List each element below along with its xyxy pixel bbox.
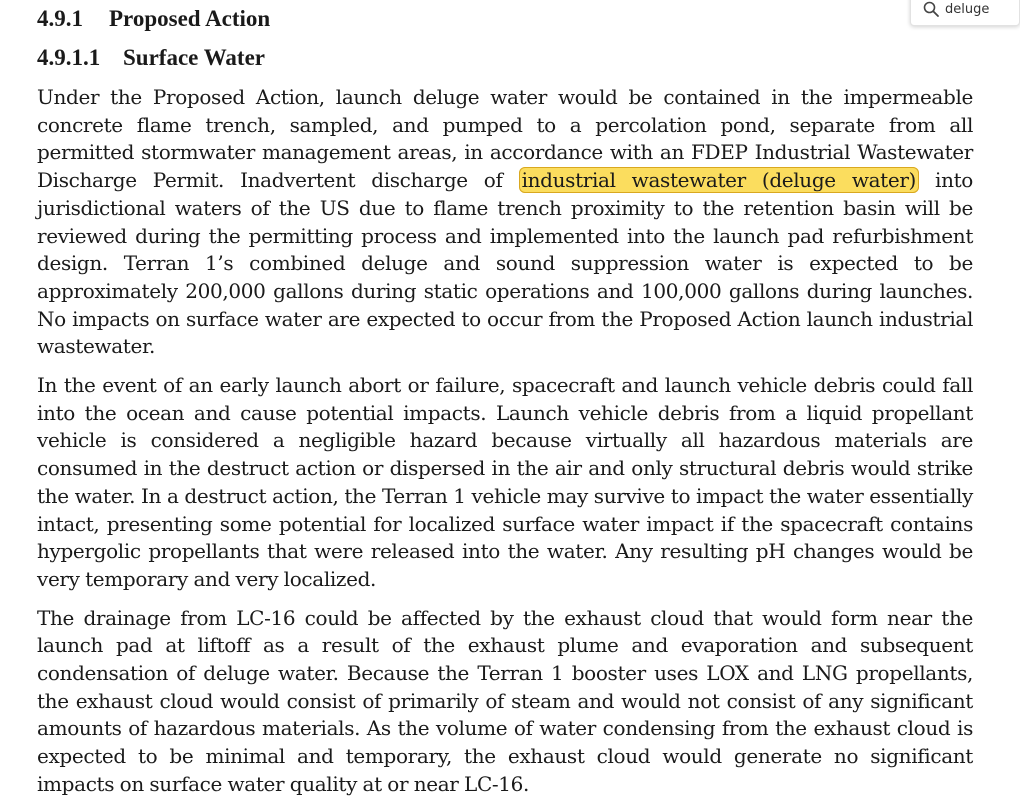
document-page [37, 0, 973, 799]
section-title: Proposed Action [109, 6, 271, 31]
search-highlight: industrial wastewater (deluge water) [519, 167, 919, 193]
paragraph-text: into jurisdictional waters of the US due to flame trench proximity to the retention basin will be reviewed during the permitting process and implemented into the launch pad refurbishment design. Terran 1’s combined deluge and sound suppression water is expected to be approximately 200,000 gallons during static operations and 100,000 gallons during launches. No impacts on surface water are expected to occur from the Proposed Action launch industrial wastewater. [37, 168, 974, 359]
find-input[interactable] [945, 0, 1015, 18]
paragraph-exhaust-cloud: The drainage from LC-16 could be affected by the exhaust cloud that would form near the launch pad at liftoff as a result of the exhaust plume and evaporation and subsequent condensation of deluge water. Because the Terran 1 booster uses LOX and LNG propellants, the exhaust cloud would consist of primarily of steam and would not consist of any significant amounts of hazardous materials. As the volume of water condensing from the exhaust cloud is expected to be minimal and temporary, the exhaust cloud would generate no significant impacts on surface water quality at or near LC-16. [37, 605, 973, 796]
paragraph-deluge-water [37, 84, 973, 361]
subsection-heading [37, 44, 973, 72]
find-bar [910, 0, 1020, 26]
subsection-number: 4.9.1.1 [37, 45, 101, 70]
subsection-title: Surface Water [123, 45, 266, 70]
section-heading [37, 5, 973, 33]
paragraph-text: Under the Proposed Action, launch deluge water would be contained in the impermeable concrete flame trench, sampled, and pumped to a percolation pond, separate from all permitted stormwater management areas, in accordance with an FDEP Industrial Wastewater Discharge Permit. Inadvertent discharge of [37, 85, 973, 193]
paragraph-launch-debris: In the event of an early launch abort or failure, spacecraft and launch vehicle debris could fall into the ocean and cause potential impacts. Launch vehicle debris from a liquid propellant vehicle is considered a negligible hazard because virtually all hazardous materials are consumed in the destruct action or dispersed in the air and only structural debris would strike the water. In a destruct action, the Terran 1 vehicle may survive to impact the water essentially intact, presenting some potential for localized surface water impact if the spacecraft contains hypergolic propellants that were released into the water. Any resulting pH changes would be very temporary and very localized. [37, 373, 973, 591]
section-number: 4.9.1 [37, 6, 83, 31]
search-icon [923, 1, 939, 17]
